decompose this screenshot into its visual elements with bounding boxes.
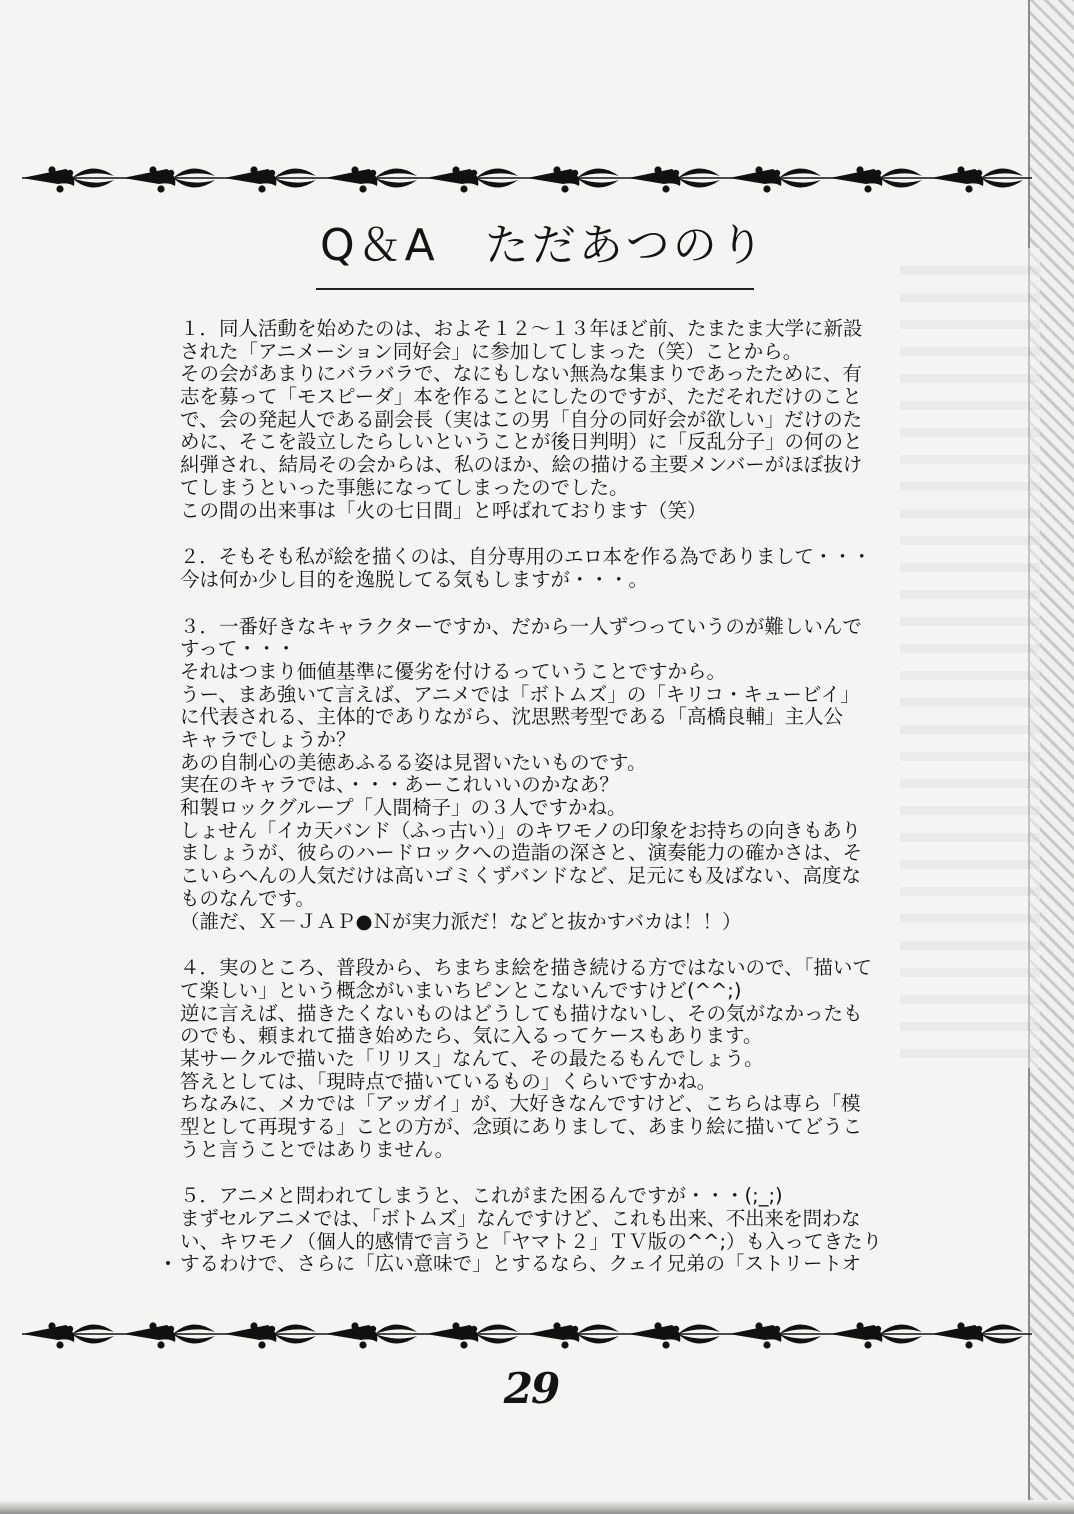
page-number: 29 [503, 1364, 559, 1413]
text-line: てしまうといった事態になってしまったのでした。 [180, 475, 629, 499]
text-line: 糾弾され、結局その会からは、私のほか、絵の描ける主要メンバーがほぼ抜け [180, 453, 863, 477]
text-line: 志を募って「モスピーダ」本を作ることにしたのですが、ただそれだけのこと [180, 385, 862, 409]
text-line: に代表される、主体的でありながら、沈思黙考型である「高橋良輔」主人公 [180, 705, 844, 729]
text-line: あの自制心の美徳あふるる姿は見習いたいものです。 [180, 750, 647, 774]
text-line: １．同人活動を始めたのは、およそ１２～１３年ほど前、たまたま大学に新設 [180, 317, 863, 340]
text-line: めに、そこを設立したらしいということが後日判明）に「反乱分子」の何のと [180, 430, 863, 454]
text-line: こいらへんの人気だけは高いゴミくずバンドなど、足元にも及ばない、高度な [180, 864, 861, 888]
text-line: で、会の発起人である副会長（実はこの男「自分の同好会が欲しい」だけのた [180, 407, 863, 431]
text-line: 某サークルで描いた「リリス」なんて、その最たるもんでしょう。 [180, 1046, 764, 1070]
answer-1 [180, 318, 900, 522]
text-line: ものなんです。 [180, 886, 315, 910]
text-line: うー、まあ強いて言えば、アニメでは「ボトムズ」の「キリコ・キュービイ」 [180, 682, 860, 706]
text-line: （誰だ、Ｘ－ＪＡＰ●Ｎが実力派だ！などと抜かすバカは！！） [180, 909, 742, 933]
page-bottom-edge [0, 1500, 1074, 1514]
answer-5 [180, 1185, 900, 1276]
text-line: 逆に言えば、描きたくないものはどうしても描けないし、その気がなかったも [180, 1001, 863, 1025]
ink-speck [166, 1261, 170, 1265]
bottom-ornamental-border [22, 1312, 1032, 1356]
text-line: て楽しい」という概念がいまいちピンとこないんですけど(^^;) [180, 978, 742, 1002]
text-line: ４．実のところ、普段から、ちまちま絵を描き続ける方ではないので、「描いて [180, 956, 872, 980]
text-line: のでも、頼まれて描き始めたら、気に入るってケースもあります。 [180, 1024, 763, 1048]
text-line: まずセルアニメでは、「ボトムズ」なんですけど、これも出来、不出来を問わな [180, 1207, 861, 1231]
title-underline [316, 288, 754, 290]
text-line: それはつまり価値基準に優劣を付けるっていうことですから。 [180, 659, 727, 683]
text-line: その会があまりにバラバラで、なにもしない無為な集まりであったために、有 [180, 362, 862, 386]
text-line: 今は何か少し目的を逸脱してる気もしますが・・・。 [180, 567, 649, 591]
text-line: ３．一番好きなキャラクターですか、だから一人ずつっていうのが難しいんで [180, 614, 862, 638]
text-line: い、キワモノ（個人的感情で言うと「ヤマト２」ＴＶ版の^^;）も入ってきたり [180, 1229, 883, 1253]
text-line: 和製ロックグループ「人間椅子」の３人ですかね。 [180, 796, 627, 820]
text-line: ましょうが、彼らのハードロックへの造詣の深さと、演奏能力の確かさは、そ [180, 841, 863, 865]
qa-answers [180, 318, 900, 1278]
answer-4 [180, 957, 900, 1161]
show-through-text [900, 248, 1040, 1068]
text-line: この間の出来事は「火の七日間」と呼ばれております（笑） [180, 498, 707, 522]
text-line: ちなみに、メカでは「アッガイ」が、大好きなんですけど、こちらは専ら「模 [180, 1092, 861, 1116]
text-line: 型として再現する」ことの方が、念頭にありまして、あまり絵に描いてどうこ [180, 1115, 863, 1138]
text-line: ５．アニメと問われてしまうと、これがまた困るんですが・・・(;_;) [180, 1184, 783, 1208]
text-line: うと言うことではありません。 [180, 1137, 455, 1161]
answer-3 [180, 616, 900, 934]
text-line: すって・・・ [180, 637, 296, 661]
text-line: された「アニメーション同好会」に参加してしまった（笑）ことから。 [180, 339, 803, 363]
text-line: しょせん「イカ天バンド（ふっ古い）」のキワモノの印象をお持ちの向きもあり [180, 818, 861, 842]
page-title: Q＆A ただあつのり [320, 220, 767, 271]
answer-2 [180, 546, 900, 591]
text-line: ２．そもそも私が絵を描くのは、自分専用のエロ本を作る為でありまして・・・ [180, 545, 872, 569]
text-line: 実在のキャラでは、・・・あーこれいいのかなあ？ [180, 773, 619, 797]
text-line: キャラでしょうか？ [180, 728, 356, 751]
top-ornamental-border [22, 156, 1032, 200]
text-line: 答えとしては、「現時点で描いているもの」くらいですかね。 [180, 1069, 717, 1093]
text-line: するわけで、さらに「広い意味で」とするなら、クェイ兄弟の「ストリートオ [180, 1252, 861, 1276]
